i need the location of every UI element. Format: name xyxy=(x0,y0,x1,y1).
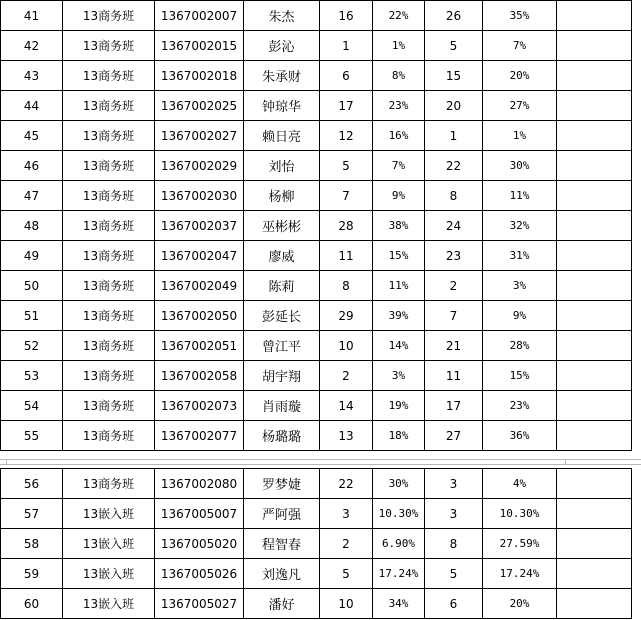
class-cell: 13商务班 xyxy=(63,361,155,391)
class-cell: 13商务班 xyxy=(63,331,155,361)
table-row xyxy=(1,469,632,499)
percent-2-cell: 17.24% xyxy=(483,559,557,589)
table-row xyxy=(1,361,632,391)
student-id-cell: 1367002073 xyxy=(155,391,244,421)
student-name-cell: 肖雨璇 xyxy=(244,391,320,421)
table-row xyxy=(1,31,632,61)
student-id-cell: 1367002027 xyxy=(155,121,244,151)
percent-1-cell: 16% xyxy=(373,121,425,151)
student-name-cell: 陈莉 xyxy=(244,271,320,301)
student-id-cell: 1367002029 xyxy=(155,151,244,181)
percent-1-cell: 22% xyxy=(373,1,425,31)
table-row xyxy=(1,271,632,301)
percent-1-cell: 19% xyxy=(373,391,425,421)
class-cell: 13商务班 xyxy=(63,121,155,151)
row-number-cell: 50 xyxy=(1,271,63,301)
row-number-cell: 56 xyxy=(1,469,63,499)
student-id-cell: 1367005020 xyxy=(155,529,244,559)
count-2-cell: 26 xyxy=(425,1,483,31)
student-name-cell: 罗梦婕 xyxy=(244,469,320,499)
row-number-cell: 43 xyxy=(1,61,63,91)
class-cell: 13嵌入班 xyxy=(63,499,155,529)
percent-1-cell: 34% xyxy=(373,589,425,619)
percent-1-cell: 23% xyxy=(373,91,425,121)
count-1-cell: 13 xyxy=(320,421,373,451)
class-cell: 13嵌入班 xyxy=(63,589,155,619)
count-2-cell: 23 xyxy=(425,241,483,271)
percent-2-cell: 27% xyxy=(483,91,557,121)
percent-2-cell: 31% xyxy=(483,241,557,271)
empty-cell xyxy=(557,499,632,529)
row-number-cell: 45 xyxy=(1,121,63,151)
class-cell: 13商务班 xyxy=(63,1,155,31)
percent-1-cell: 18% xyxy=(373,421,425,451)
empty-cell xyxy=(557,421,632,451)
percent-1-cell: 15% xyxy=(373,241,425,271)
class-cell: 13商务班 xyxy=(63,241,155,271)
percent-1-cell: 14% xyxy=(373,331,425,361)
count-2-cell: 7 xyxy=(425,301,483,331)
class-cell: 13商务班 xyxy=(63,151,155,181)
count-2-cell: 17 xyxy=(425,391,483,421)
count-1-cell: 2 xyxy=(320,529,373,559)
percent-2-cell: 30% xyxy=(483,151,557,181)
row-number-cell: 51 xyxy=(1,301,63,331)
table-row xyxy=(1,181,632,211)
row-number-cell: 52 xyxy=(1,331,63,361)
count-1-cell: 16 xyxy=(320,1,373,31)
table-row xyxy=(1,61,632,91)
count-1-cell: 11 xyxy=(320,241,373,271)
student-id-cell: 1367002049 xyxy=(155,271,244,301)
student-name-cell: 曾江平 xyxy=(244,331,320,361)
student-id-cell: 1367002080 xyxy=(155,469,244,499)
empty-cell xyxy=(557,331,632,361)
count-1-cell: 10 xyxy=(320,589,373,619)
count-2-cell: 21 xyxy=(425,331,483,361)
student-name-cell: 刘逸凡 xyxy=(244,559,320,589)
table-row xyxy=(1,421,632,451)
percent-1-cell: 11% xyxy=(373,271,425,301)
table-row xyxy=(1,589,632,619)
count-1-cell: 5 xyxy=(320,151,373,181)
count-2-cell: 20 xyxy=(425,91,483,121)
class-cell: 13商务班 xyxy=(63,31,155,61)
row-number-cell: 60 xyxy=(1,589,63,619)
student-id-cell: 1367002077 xyxy=(155,421,244,451)
page-break xyxy=(0,455,641,468)
student-id-cell: 1367002018 xyxy=(155,61,244,91)
percent-1-cell: 3% xyxy=(373,361,425,391)
count-2-cell: 27 xyxy=(425,421,483,451)
row-number-cell: 59 xyxy=(1,559,63,589)
student-id-cell: 1367002058 xyxy=(155,361,244,391)
count-2-cell: 1 xyxy=(425,121,483,151)
row-number-cell: 46 xyxy=(1,151,63,181)
empty-cell xyxy=(557,1,632,31)
student-name-cell: 潘好 xyxy=(244,589,320,619)
table-row xyxy=(1,499,632,529)
student-name-cell: 赖日亮 xyxy=(244,121,320,151)
row-number-cell: 58 xyxy=(1,529,63,559)
empty-cell xyxy=(557,151,632,181)
percent-2-cell: 35% xyxy=(483,1,557,31)
table-row xyxy=(1,559,632,589)
count-2-cell: 22 xyxy=(425,151,483,181)
percent-2-cell: 36% xyxy=(483,421,557,451)
row-number-cell: 53 xyxy=(1,361,63,391)
percent-2-cell: 20% xyxy=(483,589,557,619)
percent-2-cell: 7% xyxy=(483,31,557,61)
student-id-cell: 1367002030 xyxy=(155,181,244,211)
count-1-cell: 28 xyxy=(320,211,373,241)
row-number-cell: 49 xyxy=(1,241,63,271)
empty-cell xyxy=(557,361,632,391)
student-name-cell: 杨璐璐 xyxy=(244,421,320,451)
row-number-cell: 57 xyxy=(1,499,63,529)
empty-cell xyxy=(557,121,632,151)
count-1-cell: 14 xyxy=(320,391,373,421)
percent-2-cell: 28% xyxy=(483,331,557,361)
page-break-tick xyxy=(565,459,566,465)
student-name-cell: 杨柳 xyxy=(244,181,320,211)
class-cell: 13商务班 xyxy=(63,391,155,421)
row-number-cell: 48 xyxy=(1,211,63,241)
empty-cell xyxy=(557,211,632,241)
percent-2-cell: 1% xyxy=(483,121,557,151)
empty-cell xyxy=(557,391,632,421)
count-1-cell: 5 xyxy=(320,559,373,589)
percent-2-cell: 15% xyxy=(483,361,557,391)
empty-cell xyxy=(557,91,632,121)
student-name-cell: 胡宇翔 xyxy=(244,361,320,391)
row-number-cell: 54 xyxy=(1,391,63,421)
class-cell: 13商务班 xyxy=(63,181,155,211)
table-row xyxy=(1,1,632,31)
count-2-cell: 5 xyxy=(425,31,483,61)
student-name-cell: 巫彬彬 xyxy=(244,211,320,241)
class-cell: 13商务班 xyxy=(63,469,155,499)
count-2-cell: 5 xyxy=(425,559,483,589)
student-id-cell: 1367005007 xyxy=(155,499,244,529)
count-2-cell: 8 xyxy=(425,181,483,211)
student-id-cell: 1367005027 xyxy=(155,589,244,619)
row-number-cell: 55 xyxy=(1,421,63,451)
class-cell: 13商务班 xyxy=(63,271,155,301)
student-id-cell: 1367002025 xyxy=(155,91,244,121)
count-2-cell: 24 xyxy=(425,211,483,241)
row-number-cell: 42 xyxy=(1,31,63,61)
count-1-cell: 3 xyxy=(320,499,373,529)
count-2-cell: 3 xyxy=(425,469,483,499)
row-number-cell: 44 xyxy=(1,91,63,121)
class-cell: 13商务班 xyxy=(63,301,155,331)
count-2-cell: 15 xyxy=(425,61,483,91)
student-name-cell: 严阿强 xyxy=(244,499,320,529)
empty-cell xyxy=(557,61,632,91)
empty-cell xyxy=(557,241,632,271)
empty-cell xyxy=(557,469,632,499)
grades-table-page-2 xyxy=(0,468,632,619)
class-cell: 13商务班 xyxy=(63,91,155,121)
percent-2-cell: 23% xyxy=(483,391,557,421)
count-1-cell: 6 xyxy=(320,61,373,91)
percent-1-cell: 39% xyxy=(373,301,425,331)
empty-cell xyxy=(557,181,632,211)
percent-1-cell: 7% xyxy=(373,151,425,181)
percent-1-cell: 9% xyxy=(373,181,425,211)
count-2-cell: 3 xyxy=(425,499,483,529)
percent-1-cell: 30% xyxy=(373,469,425,499)
table-row xyxy=(1,211,632,241)
count-1-cell: 8 xyxy=(320,271,373,301)
class-cell: 13嵌入班 xyxy=(63,529,155,559)
empty-cell xyxy=(557,559,632,589)
percent-1-cell: 1% xyxy=(373,31,425,61)
percent-2-cell: 20% xyxy=(483,61,557,91)
student-name-cell: 廖威 xyxy=(244,241,320,271)
student-name-cell: 彭沁 xyxy=(244,31,320,61)
percent-1-cell: 6.90% xyxy=(373,529,425,559)
empty-cell xyxy=(557,31,632,61)
row-number-cell: 41 xyxy=(1,1,63,31)
empty-cell xyxy=(557,529,632,559)
count-1-cell: 29 xyxy=(320,301,373,331)
percent-2-cell: 9% xyxy=(483,301,557,331)
percent-2-cell: 3% xyxy=(483,271,557,301)
percent-1-cell: 38% xyxy=(373,211,425,241)
table-row xyxy=(1,301,632,331)
count-2-cell: 2 xyxy=(425,271,483,301)
student-name-cell: 朱杰 xyxy=(244,1,320,31)
count-1-cell: 7 xyxy=(320,181,373,211)
count-1-cell: 1 xyxy=(320,31,373,61)
page-break-tick xyxy=(6,459,7,465)
table-row xyxy=(1,391,632,421)
student-name-cell: 程智春 xyxy=(244,529,320,559)
count-1-cell: 12 xyxy=(320,121,373,151)
empty-cell xyxy=(557,301,632,331)
percent-2-cell: 27.59% xyxy=(483,529,557,559)
empty-cell xyxy=(557,271,632,301)
percent-1-cell: 10.30% xyxy=(373,499,425,529)
table-row xyxy=(1,241,632,271)
student-name-cell: 钟琼华 xyxy=(244,91,320,121)
table-row xyxy=(1,331,632,361)
count-1-cell: 2 xyxy=(320,361,373,391)
student-id-cell: 1367002051 xyxy=(155,331,244,361)
percent-1-cell: 17.24% xyxy=(373,559,425,589)
student-id-cell: 1367002007 xyxy=(155,1,244,31)
page-break-line-top xyxy=(0,459,641,460)
row-number-cell: 47 xyxy=(1,181,63,211)
class-cell: 13嵌入班 xyxy=(63,559,155,589)
count-1-cell: 17 xyxy=(320,91,373,121)
empty-cell xyxy=(557,589,632,619)
table-row xyxy=(1,529,632,559)
percent-2-cell: 10.30% xyxy=(483,499,557,529)
table-row xyxy=(1,121,632,151)
class-cell: 13商务班 xyxy=(63,421,155,451)
count-2-cell: 8 xyxy=(425,529,483,559)
student-name-cell: 刘怡 xyxy=(244,151,320,181)
count-2-cell: 6 xyxy=(425,589,483,619)
student-id-cell: 1367002037 xyxy=(155,211,244,241)
percent-2-cell: 32% xyxy=(483,211,557,241)
table-row xyxy=(1,151,632,181)
count-1-cell: 10 xyxy=(320,331,373,361)
student-id-cell: 1367002047 xyxy=(155,241,244,271)
percent-2-cell: 11% xyxy=(483,181,557,211)
class-cell: 13商务班 xyxy=(63,211,155,241)
student-id-cell: 1367005026 xyxy=(155,559,244,589)
table-row xyxy=(1,91,632,121)
page-break-line-bottom xyxy=(0,464,641,465)
student-name-cell: 彭延长 xyxy=(244,301,320,331)
student-id-cell: 1367002015 xyxy=(155,31,244,61)
class-cell: 13商务班 xyxy=(63,61,155,91)
student-name-cell: 朱承财 xyxy=(244,61,320,91)
percent-2-cell: 4% xyxy=(483,469,557,499)
count-2-cell: 11 xyxy=(425,361,483,391)
count-1-cell: 22 xyxy=(320,469,373,499)
percent-1-cell: 8% xyxy=(373,61,425,91)
student-id-cell: 1367002050 xyxy=(155,301,244,331)
